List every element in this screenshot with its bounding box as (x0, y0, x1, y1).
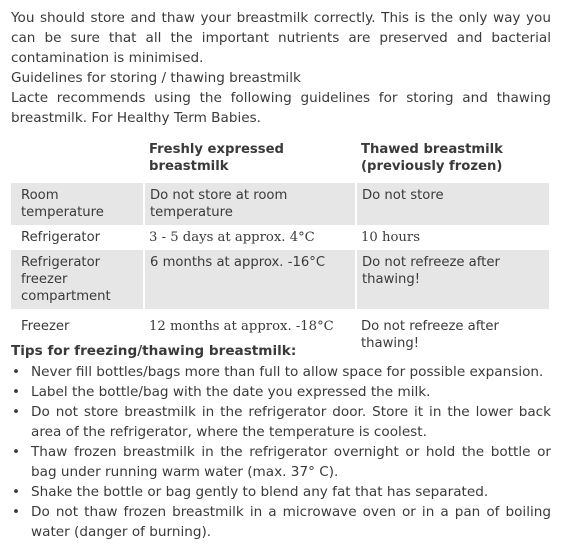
bullet-icon: • (12, 504, 21, 520)
table-header-row (11, 141, 549, 183)
table-row (11, 183, 549, 225)
tip-text: Do not thaw frozen breastmilk in a microwave oven or in a pan of boiling water (danger of burning). (31, 504, 551, 540)
list-item (11, 442, 551, 482)
header-corner (11, 141, 144, 183)
row-location: Freezer (21, 319, 70, 334)
header-fresh: Freshly expressed breastmilk (149, 142, 284, 174)
row-fresh: 6 months at approx. -16°C (144, 250, 356, 309)
table-row (11, 225, 549, 250)
bullet-icon: • (12, 404, 21, 420)
row-fresh: Do not store at room temperature (144, 183, 356, 225)
table-row (11, 250, 549, 309)
row-thawed: Do not store (356, 183, 549, 225)
tips-list (11, 362, 551, 542)
bullet-icon: • (12, 384, 21, 400)
tip-text: Do not store breastmilk in the refrigerator door. Store it in the lower back area of the refrigerator, where the temperature is coolest. (31, 404, 551, 440)
row-fresh: 12 months at approx. -18°C (149, 319, 334, 334)
bullet-icon: • (12, 364, 21, 380)
bullet-icon: • (12, 444, 21, 460)
tip-text: Never fill bottles/bags more than full to allow space for possible expansion. (31, 364, 544, 380)
list-item (11, 502, 551, 542)
header-thawed: Thawed breastmilk (previously frozen) (361, 142, 503, 174)
storage-guidelines-table (11, 141, 549, 356)
list-item (11, 482, 551, 502)
row-fresh: 3 - 5 days at approx. 4°C (149, 230, 315, 245)
recommendation-paragraph: Lacte recommends using the following guidelines for storing and thawing breastmilk. For Healthy Term Babies. (11, 90, 551, 126)
row-location: Refrigerator freezer compartment (11, 250, 144, 309)
tip-text: Shake the bottle or bag gently to blend any fat that has separated. (31, 484, 489, 500)
row-location: Refrigerator (21, 230, 101, 245)
tip-text: Label the bottle/bag with the date you expressed the milk. (31, 384, 431, 400)
tip-text: Thaw frozen breastmilk in the refrigerator overnight or hold the bottle or bag under running warm water (max. 37° C). (31, 444, 551, 480)
list-item (11, 402, 551, 442)
bullet-icon: • (12, 484, 21, 500)
row-location: Room temperature (11, 183, 144, 225)
intro-paragraph: You should store and thaw your breastmilk correctly. This is the only way you can be sure that all the important nutrients are preserved and bacterial contamination is minimised. (11, 10, 551, 66)
intro-section (11, 8, 551, 128)
guidelines-subheading: Guidelines for storing / thawing breastmilk (11, 70, 301, 86)
row-thawed: Do not refreeze after thawing! (361, 319, 499, 351)
tips-title: Tips for freezing/thawing breastmilk: (11, 343, 297, 359)
row-thawed: 10 hours (361, 230, 420, 245)
list-item (11, 362, 551, 382)
list-item (11, 382, 551, 402)
row-thawed: Do not refreeze after thawing! (356, 250, 549, 309)
tips-section (11, 341, 551, 542)
